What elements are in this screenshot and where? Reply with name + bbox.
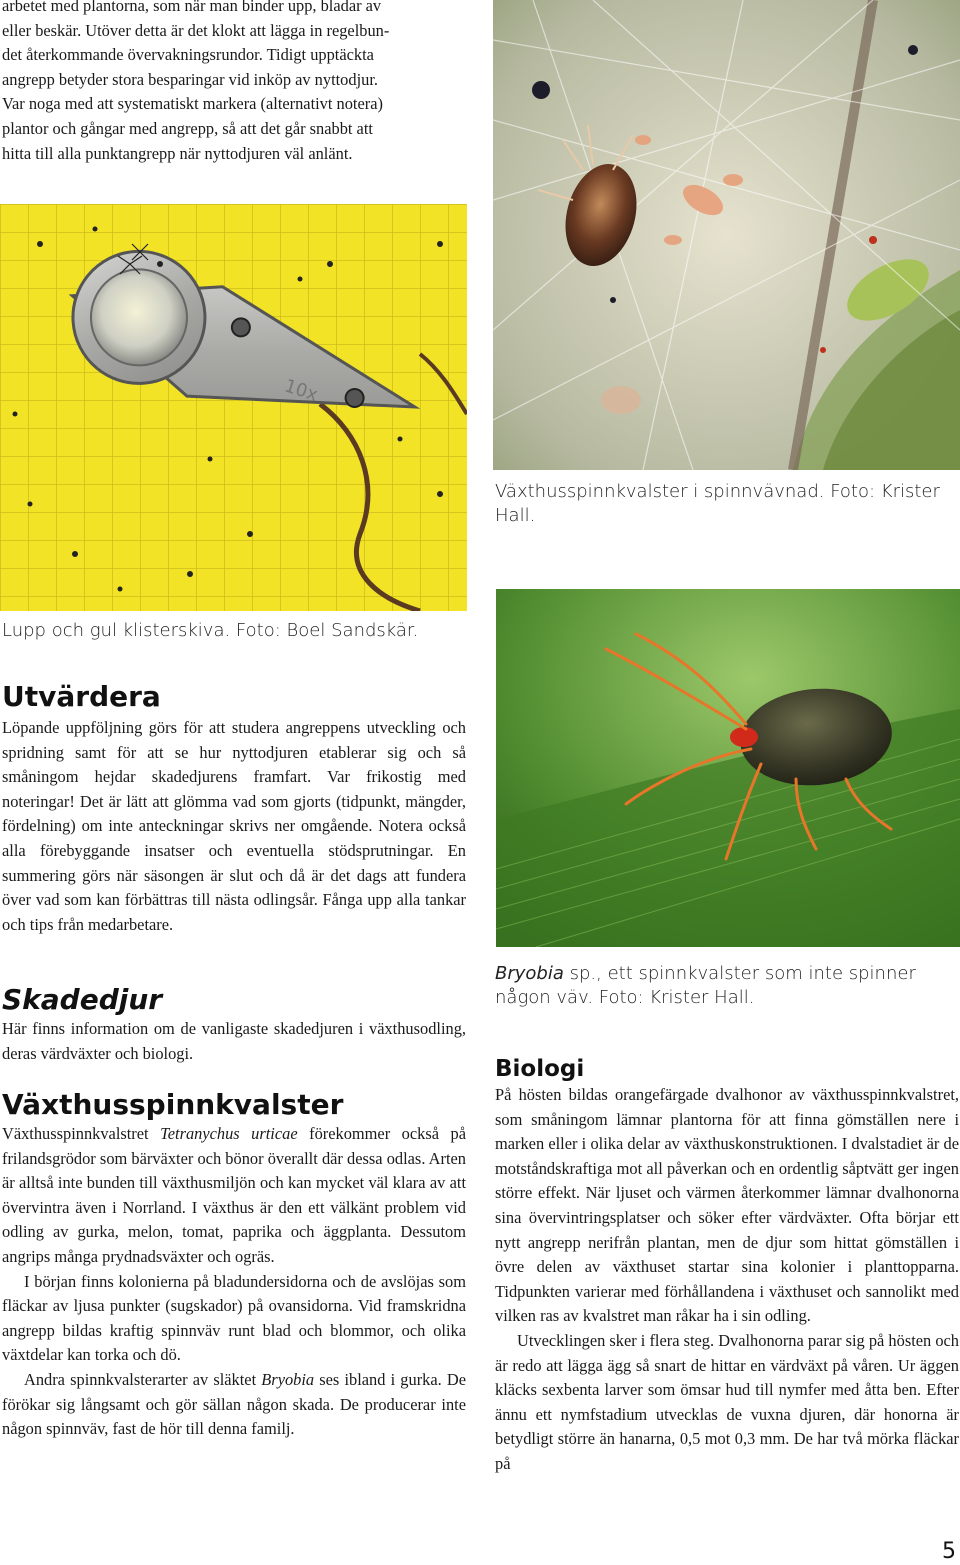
- web-caption-line: Hall.: [495, 505, 536, 526]
- web-caption-line: Växthusspinnkvalster i spinnvävnad. Foto: Krister: [495, 481, 940, 502]
- vaxthus-heading: Växthusspinnkvalster: [2, 1088, 344, 1121]
- skadedjur-paragraph: Här finns information om de vanligaste skadedjuren i växthusodling, deras värdväxter och biologi.: [2, 1019, 466, 1063]
- intro-line: plantor och gångar med angrepp, så att det går snabbt att: [2, 118, 373, 138]
- intro-line: Var noga med att systematiskt markera (alternativt notera): [2, 94, 383, 114]
- biologi-paragraph-1: På hösten bildas orangefärgade dvalhonor av växthusspinnkvalstret, som småningom lämnar plantorna för att finna gömställen nere i marken eller i olika delar av växthuskonstruktionen. I dvalstadiet är de motståndskraftiga mot all påverkan och en ordentlig såptvätt ger ingen större effekt. När ljuset och värmen återkommer lämnar dvalhonorna sina övervintringsplatser och söker efter värdväxter. Ofta börjar ett nytt angrepp nerifrån plantan, men de djur som hittat gömställen i övre delen av växthuset startar sina kolonier i planttopparna. Tidpunkten varierar med förhållandena i växthuset och sannolikt med vilken ras av kvalstret man råkar ha i sin odling.: [495, 1085, 959, 1326]
- bryobia-caption: [495, 962, 957, 1010]
- genus-name: Bryobia: [261, 1369, 315, 1389]
- bryobia-caption-line2: någon väv. Foto: Krister Hall.: [495, 987, 755, 1008]
- biologi-paragraph-2: Utvecklingen sker i flera steg. Dvalhonorna parar sig på hösten och är redo att lägga ägg så snart de hittar en värdväxt på våren. Ur äggen kläcks sexbenta larver som ömsar hud till nymfer med åtta ben. Efter ännu ett nymfstadium utvecklas de vuxna djuren, där honorna är betydligt större än hanarna, 0,5 mot 0,3 mm. De har två mörka fläckar på: [495, 1330, 959, 1473]
- vaxthus-paragraph-1: Växthusspinnkvalstret Tetranychus urticae förekommer också på frilandsgrödor som bärväxter och bönor överallt där dessa odlas. Arten är alltså inte bunden till växthusmiljön och kan mycket väl klara av att övervintra även i Norrland. I växthus är den ett välkänt problem vid odling av gurka, melon, tomat, paprika och äggplanta. Dessutom angrips många prydnadsväxter och ogräs.: [2, 1124, 466, 1266]
- biologi-heading: Biologi: [495, 1056, 585, 1082]
- intro-line: hitta till alla punktangrepp när nyttodjuren väl anlänt.: [2, 143, 353, 163]
- vaxthus-paragraph-2: I början finns kolonierna på bladundersidorna och de avslöjas som fläckar av ljusa punkter (sugskador) på ovansidorna. Vid framskridna angrepp bildas kraftig spinnväv runt blad och blommor, och olika växtdelar kan torka och dö.: [2, 1271, 466, 1365]
- utvardera-paragraph: Löpande uppföljning görs för att studera angreppens utveckling och spridning samt för att se hur nyttodjuren etablerar sig och så småningom hejdar skadedjurens framfart. Var frikostig med noteringar! Det är lätt att glömma vad som gjorts (tidpunkt, mängder, fördelning) om inte anteckningar skrivs ner omgående. Notera också alla förebyggande insatser och eventuella stödsprutningar. En summering görs när säsongen är slut och då är det dags att fundera över vad som kan förbättras till nästa odlingsår. Fånga upp alla tankar och tips från medarbetare.: [2, 718, 466, 934]
- loupe-caption: Lupp och gul klisterskiva. Foto: Boel Sandskär.: [2, 620, 419, 641]
- intro-line: angrepp betyder stora besparingar vid inköp av nyttodjur.: [2, 69, 378, 89]
- skadedjur-text: [2, 1017, 466, 1066]
- utvardera-text: [2, 716, 466, 937]
- loupe-engraving: 10x: [281, 375, 321, 406]
- loupe-photo: [0, 204, 467, 611]
- intro-text: [2, 0, 470, 166]
- spider-mite-web-photo: [493, 0, 960, 470]
- page-number: 5: [942, 1539, 956, 1564]
- skadedjur-heading: Skadedjur: [2, 983, 163, 1016]
- bryobia-caption-genus: Bryobia: [495, 963, 564, 984]
- vaxthus-paragraph-3: Andra spinnkvalsterarter av släktet Bryobia ses ibland i gurka. De förökar sig långsamt och gör sällan någon skada. De producerar inte någon spinnväv, fast de hör till denna familj.: [2, 1369, 467, 1439]
- bryobia-photo: [496, 589, 960, 947]
- utvardera-heading: Utvärdera: [2, 680, 161, 713]
- intro-line: eller beskär. Utöver detta är det klokt att lägga in regelbun-: [2, 20, 390, 40]
- intro-line: det återkommande övervakningsrundor. Tidigt upptäckta: [2, 45, 374, 65]
- vaxthus-text: [2, 1122, 466, 1442]
- biologi-text: [495, 1083, 959, 1477]
- intro-line: arbetet med plantorna, som när man binder upp, bladar av: [2, 0, 382, 15]
- bryobia-caption-text: sp., ett spinnkvalster som inte spinner: [563, 963, 916, 984]
- web-caption: [495, 480, 957, 528]
- species-name: Tetranychus urticae: [160, 1124, 298, 1143]
